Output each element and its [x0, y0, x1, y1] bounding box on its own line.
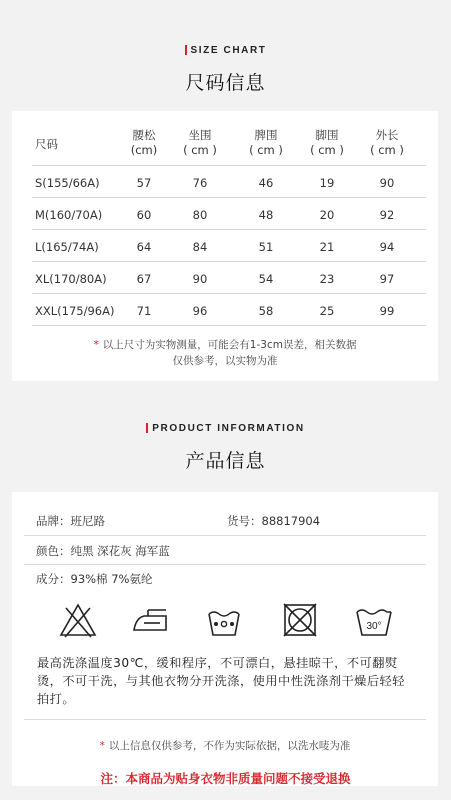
- wash-30-icon: [354, 600, 394, 640]
- value-cell: 48: [258, 208, 274, 222]
- value-cell: 19: [319, 176, 335, 190]
- no-tumble-dry-icon: [280, 600, 320, 640]
- care-icons: [36, 600, 416, 642]
- size-note: * 以上尺寸为实物测量，可能会有1-3cm误差，相关数据 仅供参考，以实物为准: [93, 339, 357, 367]
- size-cell: S(155/66A): [35, 176, 100, 190]
- table-row: [32, 262, 426, 294]
- table-row: [32, 198, 426, 230]
- value-cell: 90: [192, 272, 208, 286]
- value-cell: 76: [192, 176, 208, 190]
- divider: [24, 564, 426, 565]
- value-cell: 90: [379, 176, 395, 190]
- value-cell: 46: [258, 176, 274, 190]
- value-cell: 21: [319, 240, 335, 254]
- colors-text: 颜色：纯黑 深花灰 海军蓝: [36, 544, 170, 558]
- header-waist: 腰松 (cm): [130, 128, 158, 157]
- value-cell: 80: [192, 208, 208, 222]
- return-warning: 注：本商品为贴身衣物非质量问题不接受退换: [100, 771, 351, 786]
- value-cell: 97: [379, 272, 395, 286]
- composition-text: 成分：93%棉 7%氨纶: [36, 572, 153, 586]
- divider: [24, 535, 426, 536]
- divider: [24, 719, 426, 720]
- value-cell: 60: [136, 208, 152, 222]
- value-cell: 71: [136, 304, 152, 318]
- value-cell: 54: [258, 272, 274, 286]
- header-thigh: 脾围 ( cm ): [249, 128, 283, 157]
- brand-text: 品牌：班尼路: [36, 514, 105, 528]
- size-chart-header: [0, 40, 451, 95]
- info-note: * 以上信息仅供参考，不作为实际依据，以洗水唛为准: [99, 740, 351, 752]
- size-chart-eyebrow: SIZE CHART: [185, 45, 267, 56]
- size-table-header: [32, 128, 426, 166]
- value-cell: 51: [258, 240, 274, 254]
- size-cell: XL(170/80A): [35, 272, 107, 286]
- value-cell: 92: [379, 208, 395, 222]
- value-cell: 57: [136, 176, 152, 190]
- value-cell: 23: [319, 272, 335, 286]
- table-row: [32, 294, 426, 326]
- hang-dry-icon: [204, 600, 244, 640]
- value-cell: 99: [379, 304, 395, 318]
- header-hem: 脚围 ( cm ): [310, 128, 344, 157]
- wash-instructions: 最高洗涤温度30℃，缓和程序，不可漂白，悬挂晾干，不可翻熨烫，不可干洗，与其他衣物分开洗涤，使用中性洗涤剂干燥后轻轻拍打。: [37, 656, 405, 706]
- size-chart-title: 尺码信息: [185, 72, 266, 94]
- value-cell: 64: [136, 240, 152, 254]
- size-cell: L(165/74A): [35, 240, 99, 254]
- product-info-eyebrow: PRODUCT INFORMATION: [146, 423, 304, 434]
- value-cell: 20: [319, 208, 335, 222]
- value-cell: 84: [192, 240, 208, 254]
- header-length: 外长 ( cm ): [370, 128, 404, 157]
- value-cell: 67: [136, 272, 152, 286]
- product-info-title: 产品信息: [185, 450, 266, 472]
- item-number-text: 货号：88817904: [227, 514, 321, 528]
- size-table: [32, 128, 426, 326]
- product-info-header: [0, 418, 451, 473]
- size-cell: XXL(175/96A): [35, 304, 115, 318]
- value-cell: 25: [319, 304, 335, 318]
- value-cell: 58: [258, 304, 274, 318]
- value-cell: 96: [192, 304, 208, 318]
- no-bleach-icon: [58, 600, 98, 640]
- accent-bar: [185, 45, 187, 55]
- size-cell: M(160/70A): [35, 208, 103, 222]
- header-hip: 坐围 ( cm ): [183, 128, 217, 157]
- table-row: [32, 230, 426, 262]
- value-cell: 94: [379, 240, 395, 254]
- wash-temp-label: 30°: [366, 621, 382, 632]
- accent-bar: [146, 423, 148, 433]
- table-row: [32, 166, 426, 198]
- header-size: 尺码: [35, 137, 58, 151]
- iron-icon: [130, 600, 170, 640]
